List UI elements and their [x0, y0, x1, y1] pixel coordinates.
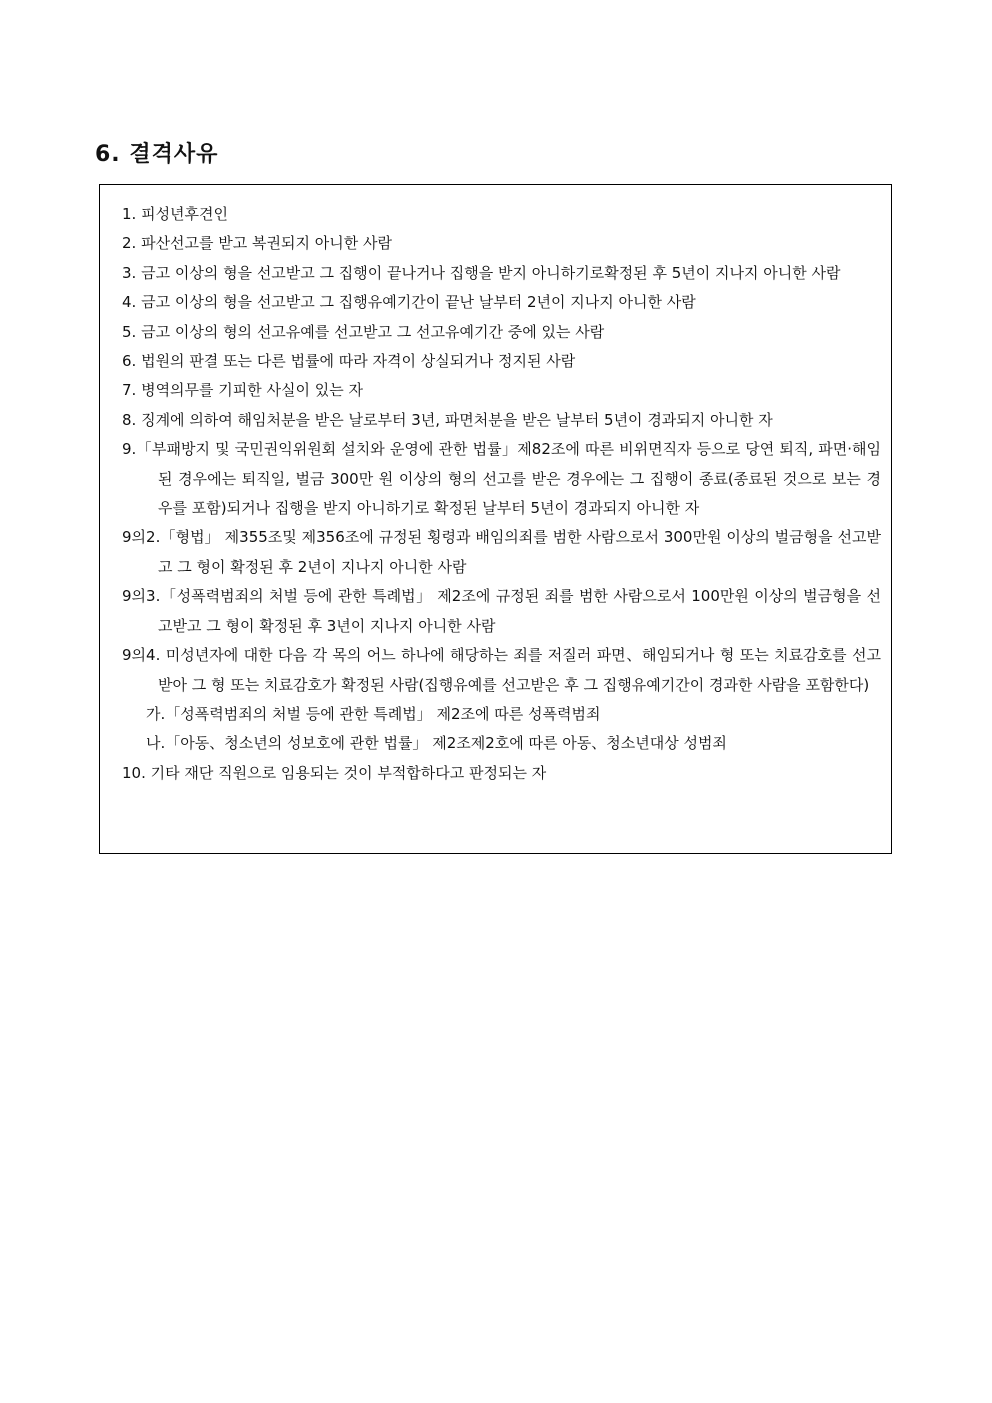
item-number: 1.	[122, 205, 137, 223]
item-text: 「아동、청소년의 성보호에 관한 법률」 제2조제2호에 따른 아동、청소년대상 성범죄	[165, 734, 727, 753]
item-number: 2.	[122, 234, 137, 253]
item-text: 「형법」 제355조및 제356조에 규정된 횡령과 배임의죄를 범한 사람으로서 300만원 이상의 벌금형을 선고받고 그 형이 확정된 후 2년이 지나지 아니한 사람	[158, 528, 881, 576]
item-text: 금고 이상의 형의 선고유예를 선고받고 그 선고유예기간 중에 있는 사람	[136, 322, 605, 341]
disqualification-list	[122, 200, 881, 788]
item-number: 4.	[122, 293, 137, 312]
item-text: 병역의무를 기피한 사실이 있는 자	[136, 381, 364, 400]
item-text: 금고 이상의 형을 선고받고 그 집행유예기간이 끝난 날부터 2년이 지나지 아니한 사람	[136, 293, 696, 312]
list-item	[122, 200, 881, 229]
item-number: 10.	[122, 763, 146, 782]
section-title: 6. 결격사유	[95, 142, 219, 167]
item-number: 9의4.	[122, 646, 161, 665]
sub-list-item	[122, 700, 881, 729]
sub-list-item	[122, 729, 881, 758]
item-text: 법원의 판결 또는 다른 법률에 따라 자격이 상실되거나 정지된 사람	[136, 352, 576, 371]
item-text: 금고 이상의 형을 선고받고 그 집행이 끝나거나 집행을 받지 아니하기로확정된 후 5년이 지나지 아니한 사람	[136, 263, 841, 282]
item-text: 피성년후견인	[136, 205, 229, 223]
list-item	[122, 641, 881, 700]
list-item	[122, 376, 881, 405]
item-number: 나.	[146, 734, 166, 753]
list-item	[122, 582, 881, 641]
list-item	[122, 259, 881, 288]
list-item	[122, 759, 881, 788]
list-item	[122, 435, 881, 523]
item-text: 「성폭력범죄의 처벌 등에 관한 특례법」 제2조에 규정된 죄를 범한 사람으로서 100만원 이상의 벌금형을 선고받고 그 형이 확정된 후 3년이 지나지 아니한 사람	[158, 587, 881, 635]
item-number: 9.	[122, 440, 137, 459]
item-number: 9의3.	[122, 587, 161, 606]
item-number: 7.	[122, 381, 137, 400]
disqualification-box	[99, 184, 892, 854]
list-item	[122, 523, 881, 582]
item-number: 8.	[122, 410, 137, 429]
item-number: 5.	[122, 322, 137, 341]
item-text: 「부패방지 및 국민권익위원회 설치와 운영에 관한 법률」제82조에 따른 비위면직자 등으로 당연 퇴직, 파면·해임된 경우에는 퇴직일, 벌금 300만 원 이상의 형의 선고를 받은 경우에는 그 집행이 종료(종료된 것으로 보는 경우를 포함)되거나 집행을 받지 아니하기로 확정된 날부터 5년이 경과되지 아니한 자	[136, 440, 881, 518]
item-number: 9의2.	[122, 528, 161, 547]
item-text: 미성년자에 대한 다음 각 목의 어느 하나에 해당하는 죄를 저질러 파면、해임되거나 형 또는 치료감호를 선고받아 그 형 또는 치료감호가 확정된 사람(집행유예를 선고받은 후 그 집행유예기간이 경과한 사람을 포함한다)	[158, 646, 881, 694]
item-text: 「성폭력범죄의 처벌 등에 관한 특례법」 제2조에 따른 성폭력범죄	[165, 704, 601, 723]
list-item	[122, 406, 881, 435]
item-text: 징계에 의하여 해임처분을 받은 날로부터 3년, 파면처분을 받은 날부터 5년이 경과되지 아니한 자	[136, 410, 773, 429]
list-item	[122, 318, 881, 347]
item-text: 파산선고를 받고 복권되지 아니한 사람	[136, 234, 392, 253]
item-number: 가.	[146, 704, 166, 723]
list-item	[122, 288, 881, 317]
item-number: 6.	[122, 352, 137, 371]
item-number: 3.	[122, 263, 137, 282]
list-item	[122, 229, 881, 258]
list-item	[122, 347, 881, 376]
item-text: 기타 재단 직원으로 임용되는 것이 부적합하다고 판정되는 자	[145, 763, 547, 782]
